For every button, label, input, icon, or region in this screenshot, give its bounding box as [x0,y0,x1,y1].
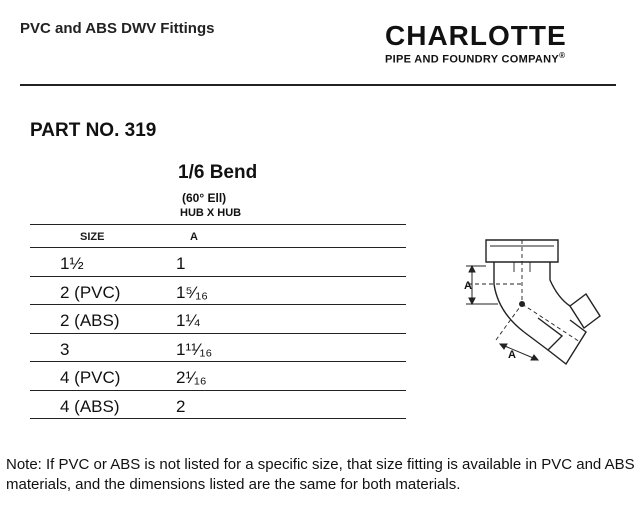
cell-a: 2¹⁄₁₆ [176,368,207,387]
table-header [30,224,406,248]
table-row [30,362,406,391]
fitting-angle: (60° Ell) [182,191,227,205]
lower-hub-inner [524,318,562,350]
table-row [30,391,406,420]
cell-size: 4 (PVC) [60,368,121,387]
cell-size: 2 (ABS) [60,311,120,330]
company-logo [385,22,610,66]
cell-a: 1¼ [176,311,200,330]
column-header-a: A [190,231,198,243]
cell-size: 2 (PVC) [60,282,121,302]
table-row [30,277,406,306]
header-divider [20,84,616,86]
fitting-ends: HUB X HUB [180,207,242,219]
fitting-diagram [458,232,608,367]
brand-name: CHARLOTTE [385,20,567,51]
fitting-title: 1/6 Bend [178,162,258,183]
column-header-size: SIZE [80,231,105,243]
registered-mark: ® [559,51,566,60]
table-row [30,334,406,363]
dimension-label-a-diagonal: A [508,349,516,361]
cell-size: 1½ [60,254,84,273]
cell-size: 3 [60,339,70,359]
body-outer-curve [550,262,570,306]
brand-subtitle-text: PIPE AND FOUNDRY COMPANY [385,53,560,66]
cell-a: 1 [176,254,186,273]
section-title: PVC and ABS DWV Fittings [20,20,215,37]
cell-a: 1¹¹⁄₁₆ [176,339,213,359]
brand-subtitle [385,51,610,66]
cell-size: 4 (ABS) [60,396,120,416]
part-number: PART NO. 319 [30,120,157,141]
center-point [519,301,525,307]
table-row [30,305,406,334]
table-row [30,248,406,277]
cell-a: 2 [176,396,186,416]
cell-a: 1⁵⁄₁₆ [176,282,208,302]
dimension-table [30,224,406,419]
lower-hub-end [548,320,586,364]
dimension-label-a-vertical: A [464,280,472,292]
footnote: Note: If PVC or ABS is not listed for a specific size, that size fitting is available in PVC and ABS materials, and the dimensions listed are the same for both materials. [6,456,635,493]
